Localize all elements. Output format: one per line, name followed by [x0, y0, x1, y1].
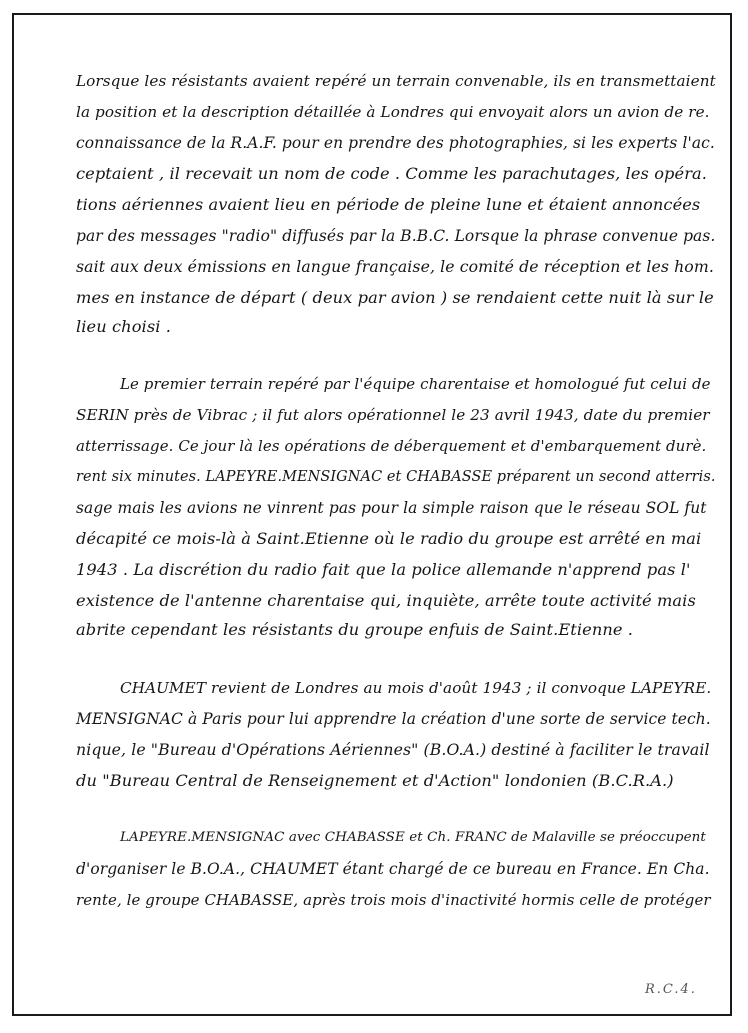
paragraph-1-line-6: par des messages "radio" diffusés par la B.B.C. Lorsque la phrase convenue pas. — [76, 227, 716, 245]
paragraph-3-line-1: CHAUMET revient de Londres au mois d'août 1943 ; il convoque LAPEYRE. — [120, 679, 712, 697]
paragraph-4-line-3: rente, le groupe CHABASSE, après trois mois d'inactivité hormis celle de protéger — [76, 891, 711, 909]
paragraph-4-line-2: d'organiser le B.O.A., CHAUMET étant chargé de ce bureau en France. En Cha. — [76, 860, 710, 878]
paragraph-1-line-5: tions aériennes avaient lieu en période de pleine lune et étaient annoncées — [76, 195, 701, 214]
paragraph-3-line-2: MENSIGNAC à Paris pour lui apprendre la création d'une sorte de service tech. — [76, 710, 711, 728]
paragraph-4-line-1: LAPEYRE.MENSIGNAC avec CHABASSE et Ch. FRANC de Malaville se préoccupent — [120, 830, 706, 845]
paragraph-2-line-4: rent six minutes. LAPEYRE.MENSIGNAC et CHABASSE préparent un second atterris. — [76, 469, 716, 485]
paragraph-1-line-1: Lorsque les résistants avaient repéré un terrain convenable, ils en transmettaient — [76, 72, 716, 90]
paragraph-1-line-4: ceptaient , il recevait un nom de code . Comme les parachutages, les opéra. — [76, 164, 708, 183]
paragraph-1-line-8: mes en instance de départ ( deux par avion ) se rendaient cette nuit là sur le — [76, 288, 714, 307]
paragraph-3-line-4: du "Bureau Central de Renseignement et d'Action" londonien (B.C.R.A.) — [76, 771, 674, 790]
paragraph-2-line-5: sage mais les avions ne vinrent pas pour la simple raison que le réseau SOL fut — [76, 499, 707, 517]
paragraph-2-line-9: abrite cependant les résistants du groupe enfuis de Saint.Etienne . — [76, 620, 634, 639]
paragraph-2-line-8: existence de l'antenne charentaise qui, inquiète, arrête toute activité mais — [76, 591, 696, 610]
paragraph-2-line-7: 1943 . La discrétion du radio fait que la police allemande n'apprend pas l' — [76, 560, 691, 579]
paragraph-1-line-9: lieu choisi . — [76, 317, 171, 336]
paragraph-1-line-7: sait aux deux émissions en langue française, le comité de réception et les hom. — [76, 257, 714, 276]
page-reference: R.C.4. — [645, 982, 697, 997]
paragraph-3-line-3: nique, le "Bureau d'Opérations Aériennes" (B.O.A.) destiné à faciliter le travail — [76, 740, 710, 759]
paragraph-1-line-3: connaissance de la R.A.F. pour en prendre des photographies, si les experts l'ac. — [76, 134, 715, 152]
paragraph-2-line-6: décapité ce mois-là à Saint.Etienne où le radio du groupe est arrêté en mai — [76, 529, 702, 548]
paragraph-2-line-3: atterrissage. Ce jour là les opérations de déberquement et d'embarquement durè. — [76, 437, 707, 455]
paragraph-1-line-2: la position et la description détaillée à Londres qui envoyait alors un avion de re. — [76, 103, 710, 121]
paragraph-2-line-1: Le premier terrain repéré par l'équipe charentaise et homologué fut celui de — [120, 375, 711, 393]
paragraph-2-line-2: SERIN près de Vibrac ; il fut alors opérationnel le 23 avril 1943, date du premier — [76, 406, 710, 424]
